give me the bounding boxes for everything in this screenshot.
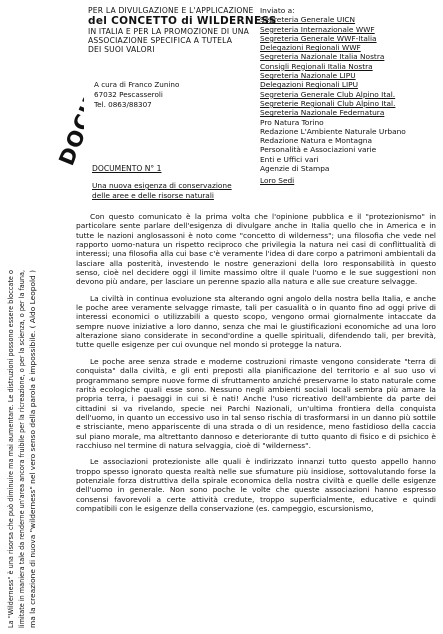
recipient-item: Personalità e Associazioni varie xyxy=(260,145,377,155)
recipient-item: Pro Natura Torino xyxy=(260,117,324,127)
recipients-list xyxy=(260,6,438,186)
recipient-item: Enti e Uffici vari xyxy=(260,154,319,164)
recipient-item: Delegazioni Regionali WWF xyxy=(260,43,361,53)
recipients-header: Inviato a: xyxy=(260,6,295,15)
association-line-3: IN ITALIA E PER LA PROMOZIONE DI UNA xyxy=(88,27,249,36)
side-quote xyxy=(4,266,44,630)
body-paragraph-2: La civiltà in continua evoluzione sta alterando ogni angolo della nostra bella Italia, e anche le poche aree veramente selvagge rimaste, tali per casualità o in quanto fino ad oggi prive di interessi economici o utilizzabili a questo scopo, vengono ormai giornalmente intaccate da sempre nuove iniziative a loro danno, senza che mai le giustificazioni economiche ad una loro alterazione siano considerate in second'ordine a quelle spirituali, difendendo tali, per brevità, tutte quelle esigenze per cui ovunque nel mondo si protegge la natura. xyxy=(76,293,436,350)
author-name: A cura di Franco Zunino xyxy=(94,80,180,89)
recipients-footer: Loro Sedi xyxy=(260,176,295,186)
recipient-item: Segreteria Generale Club Alpino Ital. xyxy=(260,89,396,99)
masthead-word: DOCUMENTI xyxy=(54,19,84,169)
body-paragraph-3: Le poche aree senza strade e moderne costruzioni rimaste vengono considerate "terra di conquista" dalla civiltà, e gli enti preposti alla pianificazione del territorio e al suo uso vi programmano sempre nuove forme di sfruttamento anziché preservarne lo stato naturale come rarità ecologiche quali esse sono. Nessuno negli ambienti sociali locali sembra più amare la propria terra, i paesaggi in cui si è nati! Anche l'uso ricreativo dell'ambiente da parte dei cittadini si va rivelando, specie nei Parchi Nazionali, un'ultima frontiera della conquista dell'uomo, in quanto un eccessivo uso in tal senso rischia di trasformarsi in un danno più sottile e strisciante, meno appariscente di una strada o di un residence, meno fastidioso della caccia sul piano morale, ma altrettanto dannoso e deteriorante di tutto quanto di fisico e di psichico è racchiuso nel termine di natura selvaggia, cioè di "wilderness". xyxy=(76,356,436,450)
association-line-5: DEI SUOI VALORI xyxy=(88,45,155,54)
masthead-svg xyxy=(6,2,84,172)
recipient-item: Segreteria Nazionale Italia Nostra xyxy=(260,52,385,62)
recipient-item: Consigli Regionali Italia Nostra xyxy=(260,61,373,71)
subject-line-1: Una nuova esigenza di conservazione xyxy=(92,181,232,190)
recipient-item: Agenzie di Stampa xyxy=(260,164,330,174)
body-text xyxy=(76,212,436,520)
recipient-item: Redazione L'Ambiente Naturale Urbano xyxy=(260,126,406,136)
author-block xyxy=(94,80,179,110)
document-subject xyxy=(92,181,232,201)
recipient-item: Delegazioni Regionali LIPU xyxy=(260,80,359,90)
recipient-item: Segreterie Regionali Club Alpino Ital. xyxy=(260,98,396,108)
side-quote-line-2: limitate in maniera tale da renderne un'area ancora fruibile per la ricreazione, o per la scienza, o per la fauna, xyxy=(17,266,26,628)
association-line-4: ASSOCIAZIONE SPECIFICA A TUTELA xyxy=(88,36,233,45)
body-paragraph-4: Le associazioni protezioniste alle quali è indirizzato innanzi tutto questo appello hanno troppo spesso ignorato questa realtà nelle sue sfumature più insidiose, sottovalutando forse la potenziale forza distruttiva della spirale economica della nostra civiltà e quelle delle esigenze dell'uomo in generale. Non sono poche le volte che queste associazioni hanno espresso consensi favorevoli a certe attività credute, troppo superficialmente, educative e quindi compatibili con le esigenze della conservazione (es. campeggio, escursionismo, xyxy=(76,457,436,513)
recipient-item: Segreteria Nazionale LIPU xyxy=(260,71,356,81)
recipient-item: Segreteria Generale WWF-Italia xyxy=(260,33,377,43)
author-address: 67032 Pescasseroli xyxy=(94,90,163,99)
recipient-item: Segreteria Nazionale Federnatura xyxy=(260,108,385,118)
association-line-2: del CONCETTO di WILDERNESS xyxy=(88,15,277,27)
recipient-item: Segreteria Generale UICN xyxy=(260,15,356,25)
recipient-item: Segreteria Internazionale WWF xyxy=(260,24,375,34)
recipient-item: Redazione Natura e Montagna xyxy=(260,136,372,146)
document-number: DOCUMENTO N° 1 xyxy=(92,164,162,173)
subject-line-2: delle aree e delle risorse naturali xyxy=(92,191,214,200)
association-line-1: PER LA DIVULGAZIONE E L'APPLICAZIONE xyxy=(88,6,254,15)
side-quote-line-1: La "Wilderness" è una risorsa che può diminuire ma mai aumentare. Le distruzioni possono essere bloccate o xyxy=(6,266,15,628)
masthead-title xyxy=(6,2,84,172)
body-paragraph-1: Con questo comunicato è la prima volta che l'opinione pubblica e il "protezionismo" in particolare sente parlare dell'esigenza di divulgare anche in Italia quello che in America e in tutte le nazioni anglosassoni è noto come "concetto di wilderness"; una filosofia che vede nel rapporto uomo-natura un rispetto reciproco che privilegia la natura nei casi di conflittualità di interessi; una filosofia alla cui base c'è veramente l'idea di dare corpo a patrimoni ambientali da lasciare alla posterità, investendo le nostre generazioni della loro responsabilità in questo senso, cioè nel decidere oggi il limite massimo oltre il quale l'uomo e le sue suggestioni non devono più andare, per lasciare un perenne spazio alla natura e alle sue creature selvagge. xyxy=(76,212,436,287)
side-quote-line-3: ma la creazione di nuova "wilderness" nel vero senso della parola è impossibile. ( Aldo Leopold ) xyxy=(28,285,37,628)
side-quote-svg xyxy=(4,266,44,630)
author-phone: Tel. 0863/88307 xyxy=(94,100,152,109)
association-header xyxy=(88,6,288,54)
